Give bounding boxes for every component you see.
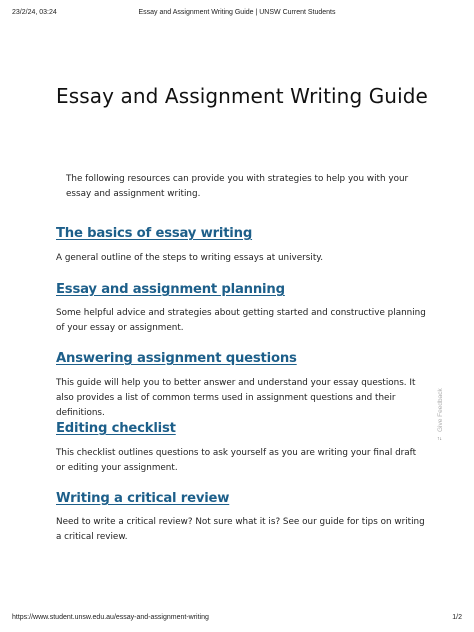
description-writing-a-critical-review: Need to write a critical review? Not sure what it is? See our guide for tips on writing a critical review. — [56, 517, 425, 542]
print-url: https://www.student.unsw.edu.au/essay-and-assignment-writing — [12, 614, 209, 621]
link-answering-assignment-questions[interactable]: Answering assignment questions — [56, 351, 297, 366]
description-basics-of-essay-writing: A general outline of the steps to writing essays at university. — [56, 253, 324, 263]
description-editing-checklist: This checklist outlines questions to ask yourself as you are writing your final draft or editing your assignment. — [56, 448, 417, 473]
page-title: Essay and Assignment Writing Guide — [56, 84, 428, 108]
description-answering-assignment-questions: This guide will help you to better answer and understand your essay questions. It also provides a list of common terms used in assignment questions and their definitions. — [56, 378, 416, 418]
give-feedback-tab[interactable] — [434, 384, 450, 444]
link-basics-of-essay-writing[interactable]: The basics of essay writing — [56, 226, 253, 241]
print-document-title: Essay and Assignment Writing Guide | UNSW Current Students — [138, 9, 336, 16]
print-datetime: 23/2/24, 03:24 — [12, 9, 57, 16]
intro-text: The following resources can provide you with strategies to help you with your essay and assignment writing. — [66, 174, 409, 199]
feedback-icon: ↑↓ — [437, 436, 442, 442]
print-footer — [12, 614, 462, 621]
description-essay-and-assignment-planning: Some helpful advice and strategies about getting started and constructive planning of your essay or assignment. — [56, 308, 426, 333]
link-essay-and-assignment-planning[interactable]: Essay and assignment planning — [56, 282, 285, 297]
link-editing-checklist[interactable]: Editing checklist — [56, 421, 176, 436]
link-writing-a-critical-review[interactable]: Writing a critical review — [56, 491, 230, 506]
give-feedback-label: Give Feedback — [437, 388, 444, 432]
print-page-number: 1/2 — [452, 614, 462, 621]
